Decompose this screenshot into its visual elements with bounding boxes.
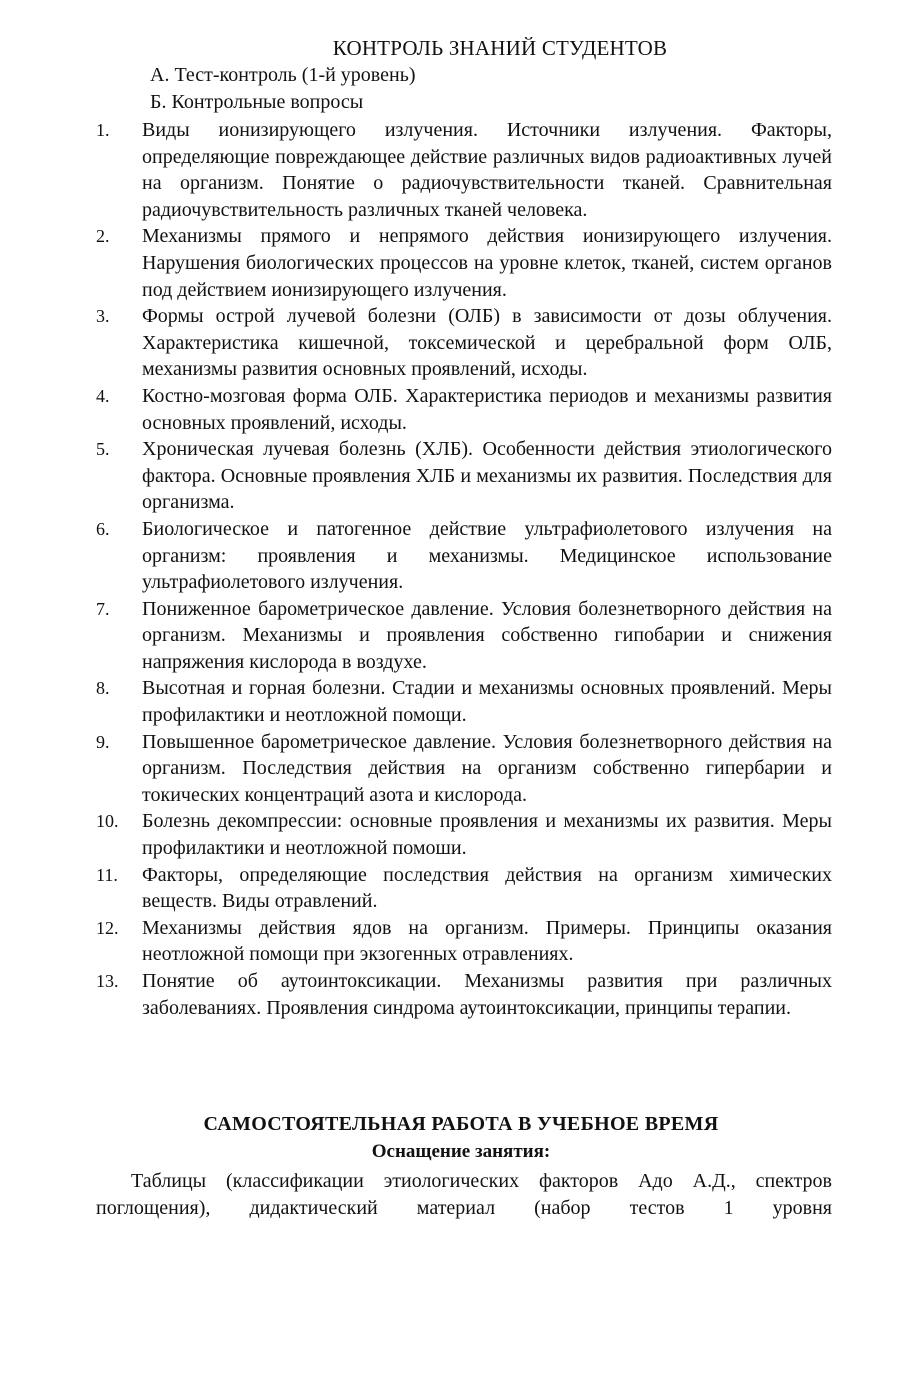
- questions-list: [96, 117, 832, 1021]
- question-text: Механизмы действия ядов на организм. Примеры. Принципы оказания неотложной помощи при экзогенных отравлениях.: [142, 916, 832, 966]
- question-text: Пониженное барометрическое давление. Условия болезнетворного действия на организм. Механизмы и проявления собственно гипобарии и снижения напряжения кислорода в воздухе.: [142, 597, 832, 673]
- question-item: [96, 383, 832, 436]
- subsection-test-control: А. Тест-контроль (1-й уровень): [150, 64, 416, 86]
- question-text: Болезнь декомпрессии: основные проявления и механизмы их развития. Меры профилактики и неотложной помоши.: [142, 810, 832, 860]
- question-text: Костно-мозговая форма ОЛБ. Характеристика периодов и механизмы развития основных проявлений, исходы.: [142, 384, 832, 434]
- question-text: Формы острой лучевой болезни (ОЛБ) в зависимости от дозы облучения. Характеристика кишечной, токсемической и церебральной форм ОЛБ, механизмы развития основных проявлений, исходы.: [142, 305, 832, 381]
- question-number: 6.: [96, 518, 110, 539]
- question-text: Хроническая лучевая болезнь (ХЛБ). Особенности действия этиологического фактора. Основные проявления ХЛБ и механизмы их развития. Последствия для организма.: [142, 438, 832, 514]
- section-subtitle: Оснащение занятия:: [371, 1141, 551, 1162]
- question-item: [96, 862, 832, 915]
- question-number: 7.: [96, 598, 110, 619]
- subsection-control-questions: Б. Контрольные вопросы: [150, 91, 364, 113]
- question-text: Механизмы прямого и непрямого действия ионизирующего излучения. Нарушения биологических процессов на уровне клеток, тканей, систем органов под действием ионизирующего излучения.: [142, 225, 832, 301]
- question-number: 12.: [96, 917, 119, 938]
- question-number: 3.: [96, 306, 110, 327]
- question-text: Факторы, определяющие последствия действия на организм химических веществ. Виды отравлений.: [142, 863, 832, 913]
- question-number: 11.: [96, 864, 118, 885]
- question-item: [96, 915, 832, 968]
- question-number: 9.: [96, 731, 110, 752]
- question-item: [96, 808, 832, 861]
- question-item: [96, 675, 832, 728]
- question-item: [96, 516, 832, 596]
- question-text: Виды ионизирующего излучения. Источники излучения. Факторы, определяющие повреждающее действие различных видов радиоактивных лучей на организм. Понятие о радиочувствительности тканей. Сравнительная радиочувствительность различных тканей человека.: [142, 119, 832, 221]
- question-number: 5.: [96, 439, 110, 460]
- question-item: [96, 117, 832, 223]
- question-item: [96, 436, 832, 516]
- equipment-paragraph: Таблицы (классификации этиологических факторов Адо А.Д., спектров поглощения), дидактический материал (набор тестов 1 уровня: [96, 1170, 832, 1219]
- question-item: [96, 729, 832, 809]
- question-item: [96, 968, 832, 1021]
- question-text: Понятие об аутоинтоксикации. Механизмы развития при различных заболеваниях. Проявления синдрома аутоинтоксикации, принципы терапии.: [142, 970, 832, 1019]
- question-item: [96, 596, 832, 676]
- question-number: 13.: [96, 971, 119, 991]
- question-item: [96, 223, 832, 303]
- question-number: 10.: [96, 811, 119, 832]
- question-text: Повышенное барометрическое давление. Условия болезнетворного действия на организм. Последствия действия на организм собственно гипербарии и токических концентраций азота и кислорода.: [142, 730, 832, 806]
- question-item: [96, 303, 832, 383]
- question-text: Биологическое и патогенное действие ультрафиолетового излучения на организм: проявления и механизмы. Медицинское использование ультрафиолетового излучения.: [142, 517, 832, 594]
- page-title: КОНТРОЛЬ ЗНАНИЙ СТУДЕНТОВ: [332, 36, 668, 60]
- question-number: 8.: [96, 678, 110, 699]
- question-number: 2.: [96, 226, 110, 247]
- section-title: САМОСТОЯТЕЛЬНАЯ РАБОТА В УЧЕБНОЕ ВРЕМЯ: [203, 1113, 719, 1135]
- question-number: 1.: [96, 120, 110, 140]
- question-text: Высотная и горная болезни. Стадии и механизмы основных проявлений. Меры профилактики и неотложной помощи.: [142, 677, 832, 727]
- question-number: 4.: [96, 385, 110, 406]
